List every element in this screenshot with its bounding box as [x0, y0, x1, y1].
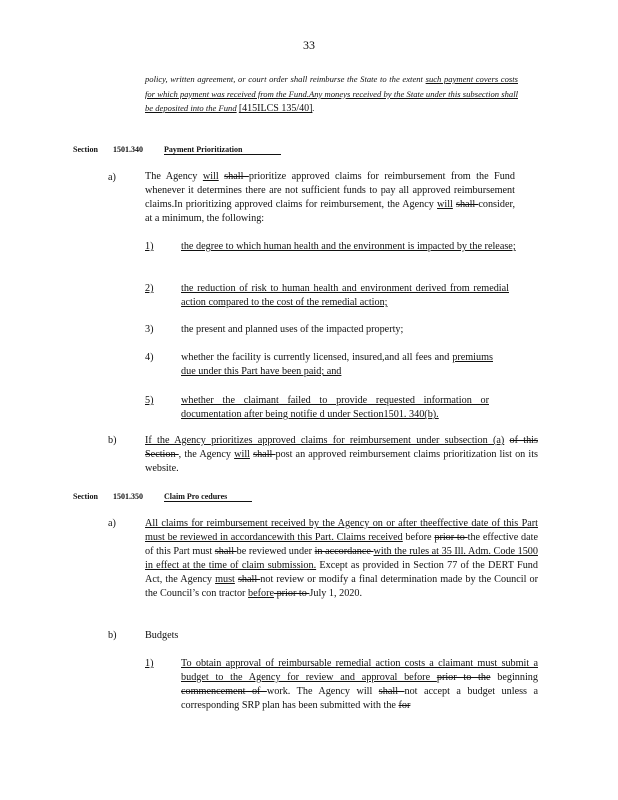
budgets-heading: Budgets — [145, 630, 179, 641]
item-marker: 3) — [145, 324, 154, 335]
intro-end: . — [312, 103, 315, 113]
item-marker: 5) — [145, 395, 154, 406]
claims-paragraph: All claims for reimbursement received by the Agency on or after theeffective date of this Part must be reviewed in accordancewith this Part. Claims received before prior to the effective date of this Part must shall be reviewed under in accordance with the rules at 35 Ill. Adm. Code 1500 in effect at the time of claim submission. Except as provided in Section 77 of the DERT Fund Act, the Agency must shall not review or modify a final determination made by the Council or the Council’s con tractor before prior to July 1, 2020. — [145, 518, 539, 599]
subsection-marker: a) — [108, 172, 116, 183]
subsection-marker: a) — [108, 518, 116, 529]
subsection-marker: b) — [108, 630, 117, 641]
section-number: 1501.340 — [113, 145, 143, 154]
item-text: whether the claimant failed to provide requested information or documentation after being notifie d under Section1501. 340(b). — [181, 395, 489, 420]
item-marker: 4) — [145, 352, 154, 363]
section-title: Payment Prioritization — [164, 145, 281, 155]
page-number: 33 — [303, 38, 315, 52]
item-marker: 2) — [145, 283, 154, 294]
item-text: the degree to which human health and the environment is impacted by the release; — [181, 241, 516, 252]
section-label: Section — [73, 492, 98, 501]
item-marker: 1) — [145, 241, 154, 252]
budget-item-text: To obtain approval of reimbursable remedial action costs a claimant must submit a budget to the Agency for review and approval before prior to the beginning commencement of work. The Agency will shall not accept a budget unless a corresponding SRP plan has been submitted with the for — [181, 658, 538, 711]
intro-citation: [415ILCS 135/40] — [238, 103, 313, 114]
section-number: 1501.350 — [113, 492, 143, 501]
intro-paragraph — [145, 72, 518, 117]
subsection-b-paragraph: If the Agency prioritizes approved claims for reimbursement under subsection (a) of this Section , the Agency will shall post an approved reimbursement claims prioritization list on its website. — [145, 435, 539, 474]
intro-text-1: policy, written agreement, or court order shall reimburse the State to the extent — [145, 74, 423, 84]
item-text: the reduction of risk to human health and environment derived from remedial action compared to the cost of the remedial action; — [181, 283, 509, 308]
subsection-marker: b) — [108, 435, 117, 446]
item-text: whether the facility is currently licensed, insured,and all fees and premiums due under this Part have been paid; and — [181, 352, 493, 377]
item-text: the present and planned uses of the impacted property; — [181, 324, 404, 335]
item-marker: 1) — [145, 658, 154, 669]
section-title: Claim Pro cedures — [164, 492, 252, 502]
subsection-a-paragraph: The Agency will shall prioritize approved claims for reimbursement from the Fund whenever it determines there are not sufficient funds to pay all approved reimbursement claims.In prioritizing approved claims for reimbursement, the Agency will shall consider, at a minimum, the following: — [145, 171, 515, 224]
intro-text-2: such payment covers costs for which payment was received from the Fund.Any moneys received by the State under this subsection shall be deposited into the Fund — [145, 74, 518, 113]
section-label: Section — [73, 145, 98, 154]
